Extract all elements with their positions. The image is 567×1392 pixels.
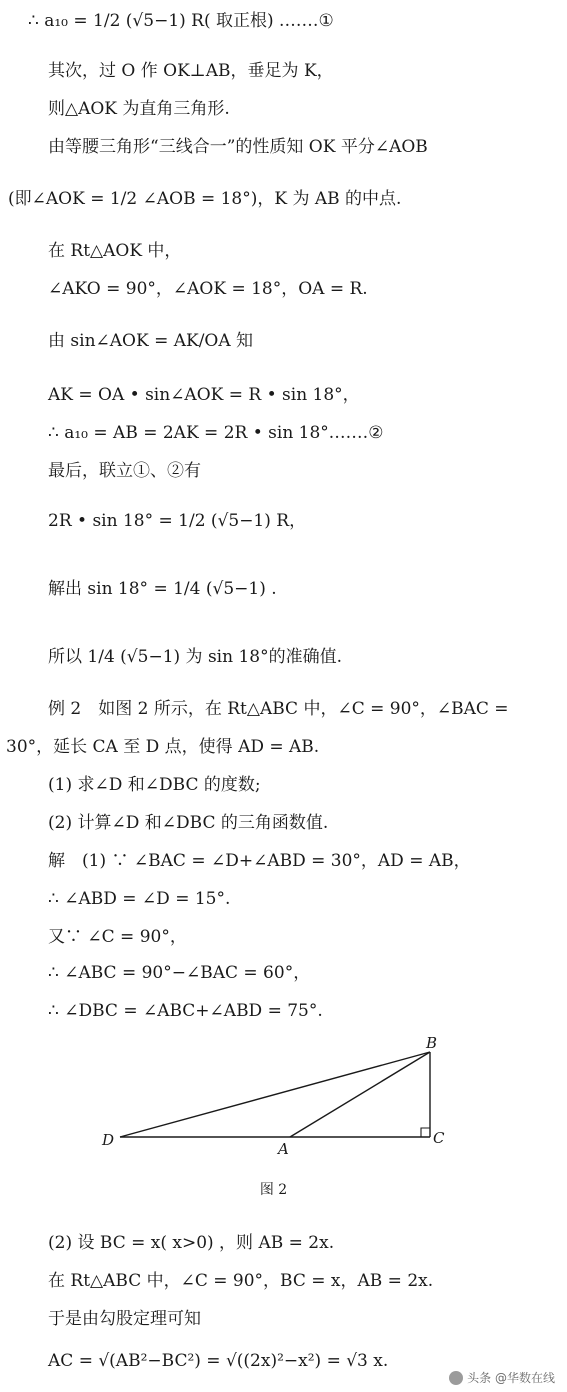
text-line-25: 在 Rt△ABC 中，∠C = 90°，BC = x，AB = 2x.	[48, 1271, 434, 1291]
text-line-6: 在 Rt△AOK 中，	[48, 241, 182, 261]
watermark	[449, 1369, 555, 1386]
text-line-21: 又∵ ∠C = 90°，	[48, 927, 187, 947]
text-line-19: 解 (1) ∵ ∠BAC = ∠D+∠ABD = 30°，AD = AB，	[48, 851, 471, 871]
text-line-14: 所以 1/4 (√5−1) 为 sin 18°的准确值.	[48, 647, 342, 667]
text-line-16: 30°，延长 CA 至 D 点，使得 AD = AB.	[6, 737, 320, 757]
text-line-1: ∴ a₁₀ = 1/2 (√5−1) R( 取正根) .……①	[28, 11, 334, 31]
text-line-11: 最后，联立①、②有	[48, 461, 201, 481]
text-line-17: (1) 求∠D 和∠DBC 的度数;	[48, 775, 261, 795]
text-line-27: AC = √(AB²−BC²) = √((2x)²−x²) = √3 x.	[48, 1351, 389, 1371]
text-line-20: ∴ ∠ABD = ∠D = 15°.	[48, 889, 231, 909]
text-line-4: 由等腰三角形“三线合一”的性质知 OK 平分∠AOB	[48, 137, 428, 157]
label-C: C	[433, 1129, 445, 1147]
figure-caption: 图 2	[259, 1182, 288, 1198]
watermark-text: 头条 @华数在线	[467, 1371, 555, 1385]
label-D: D	[102, 1131, 115, 1149]
watermark-logo-icon	[449, 1371, 463, 1385]
label-B: B	[426, 1034, 438, 1052]
text-line-26: 于是由勾股定理可知	[48, 1309, 201, 1329]
label-A: A	[278, 1140, 289, 1158]
text-line-22: ∴ ∠ABC = 90°−∠BAC = 60°，	[48, 963, 311, 983]
text-line-7: ∠AKO = 90°，∠AOK = 18°，OA = R.	[48, 279, 368, 299]
text-line-5: (即∠AOK = 1/2 ∠AOB = 18°)，K 为 AB 的中点.	[8, 189, 402, 209]
segment-DB	[120, 1052, 430, 1137]
right-angle-mark	[421, 1128, 430, 1137]
text-line-23: ∴ ∠DBC = ∠ABC+∠ABD = 75°.	[48, 1001, 323, 1021]
text-line-10: ∴ a₁₀ = AB = 2AK = 2R • sin 18°.……②	[48, 423, 384, 443]
segment-AB	[290, 1052, 430, 1137]
text-line-24: (2) 设 BC = x( x>0) ，则 AB = 2x.	[48, 1233, 335, 1253]
figure-2-diagram	[0, 1030, 567, 1180]
text-line-18: (2) 计算∠D 和∠DBC 的三角函数值.	[48, 813, 329, 833]
text-line-13: 解出 sin 18° = 1/4 (√5−1) .	[48, 579, 277, 599]
text-line-9: AK = OA • sin∠AOK = R • sin 18°，	[48, 385, 360, 405]
text-line-15: 例 2 如图 2 所示，在 Rt△ABC 中，∠C = 90°，∠BAC =	[48, 699, 509, 719]
text-line-2: 其次，过 O 作 OK⊥AB，垂足为 K，	[48, 61, 334, 81]
text-line-12: 2R • sin 18° = 1/2 (√5−1) R，	[48, 511, 307, 531]
text-line-8: 由 sin∠AOK = AK/OA 知	[48, 331, 254, 351]
text-line-3: 则△AOK 为直角三角形.	[48, 99, 230, 119]
